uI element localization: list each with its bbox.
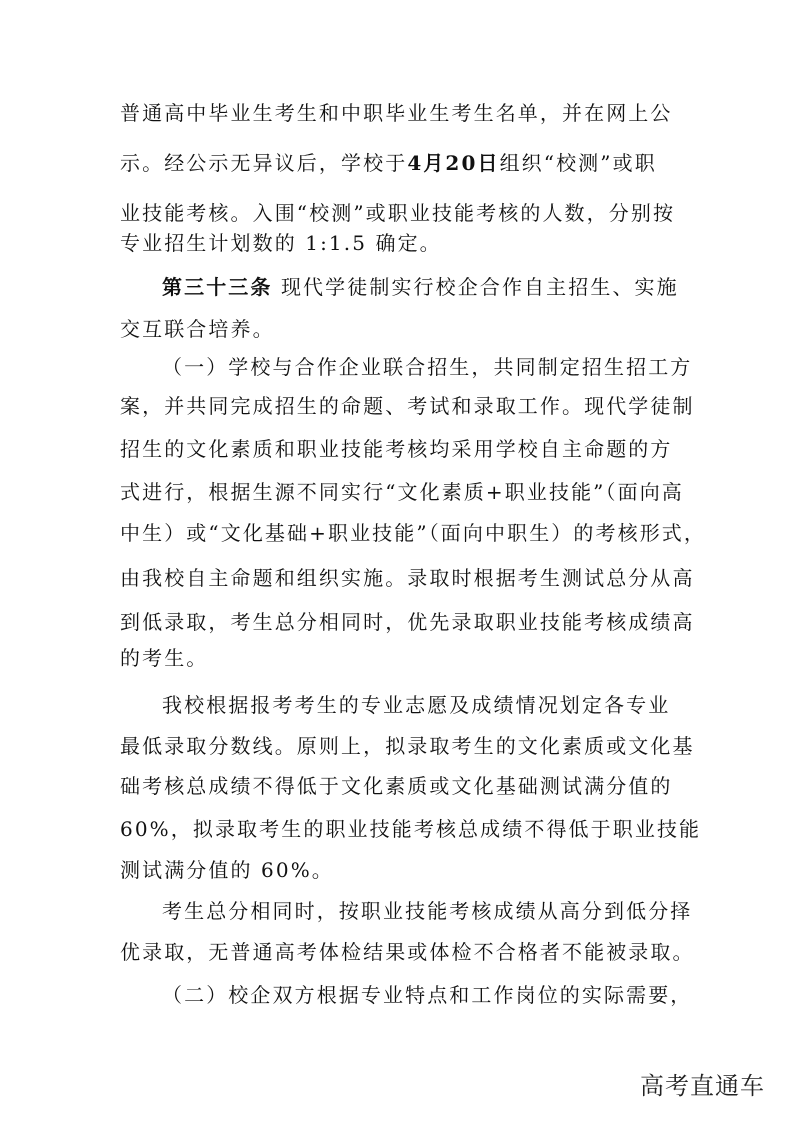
- text-segment: 示。经公示无异议后，学校于: [120, 151, 408, 175]
- text-line: 普通高中毕业生考生和中职毕业生考生名单，并在网上公: [120, 101, 673, 125]
- paragraph-start: （一）学校与合作企业联合招生，共同制定招生招工方: [162, 355, 693, 379]
- text-line: 到低录取，考生总分相同时，优先录取职业技能考核成绩高: [120, 610, 695, 634]
- text-segment: 组织“校测”或职: [499, 151, 657, 175]
- text-line: 础考核总成绩不得低于文化素质或文化基础测试满分值的: [120, 774, 673, 798]
- text-line: [120, 151, 657, 175]
- text-line: 交互联合培养。: [120, 317, 275, 341]
- text-line: 式进行，根据生源不同实行“文化素质+职业技能”（面向高: [120, 480, 684, 504]
- text-line: 业技能考核。入围“校测”或职业技能考核的人数，分别按: [120, 201, 676, 225]
- text-line: 优录取，无普通高考体检结果或体检不合格者不能被录取。: [120, 940, 695, 964]
- text-line: 最低录取分数线。原则上，拟录取考生的文化素质或文化基: [120, 734, 695, 758]
- text-line: 60%，拟录取考生的职业技能考核总成绩不得低于职业技能: [120, 817, 702, 841]
- text-line: 专业招生计划数的 1:1.5 确定。: [120, 231, 442, 255]
- text-line: 由我校自主命题和组织实施。录取时根据考生测试总分从高: [120, 566, 695, 590]
- paragraph-start: （二）校企双方根据专业特点和工作岗位的实际需要，: [162, 983, 693, 1007]
- text-line: 招生的文化素质和职业技能考核均采用学校自主命题的方: [120, 437, 673, 461]
- paragraph-start: 考生总分相同时，按职业技能考核成绩从高分到低分择: [162, 899, 693, 923]
- article-heading-line: [162, 275, 679, 299]
- date-emphasis: 4月20日: [407, 151, 500, 175]
- text-line: 测试满分值的 60%。: [120, 858, 334, 882]
- article-number: 第三十三条: [162, 275, 273, 299]
- text-line: 中生）或“文化基础+职业技能”（面向中职生）的考核形式，: [120, 521, 707, 545]
- article-text: 现代学徒制实行校企合作自主招生、实施: [272, 275, 679, 299]
- text-line: 的考生。: [120, 646, 209, 670]
- watermark-logo: 高考直通车: [640, 1072, 765, 1100]
- paragraph-start: 我校根据报考考生的专业志愿及成绩情况划定各专业: [162, 693, 671, 717]
- text-line: 案，并共同完成招生的命题、考试和录取工作。现代学徒制: [120, 394, 695, 418]
